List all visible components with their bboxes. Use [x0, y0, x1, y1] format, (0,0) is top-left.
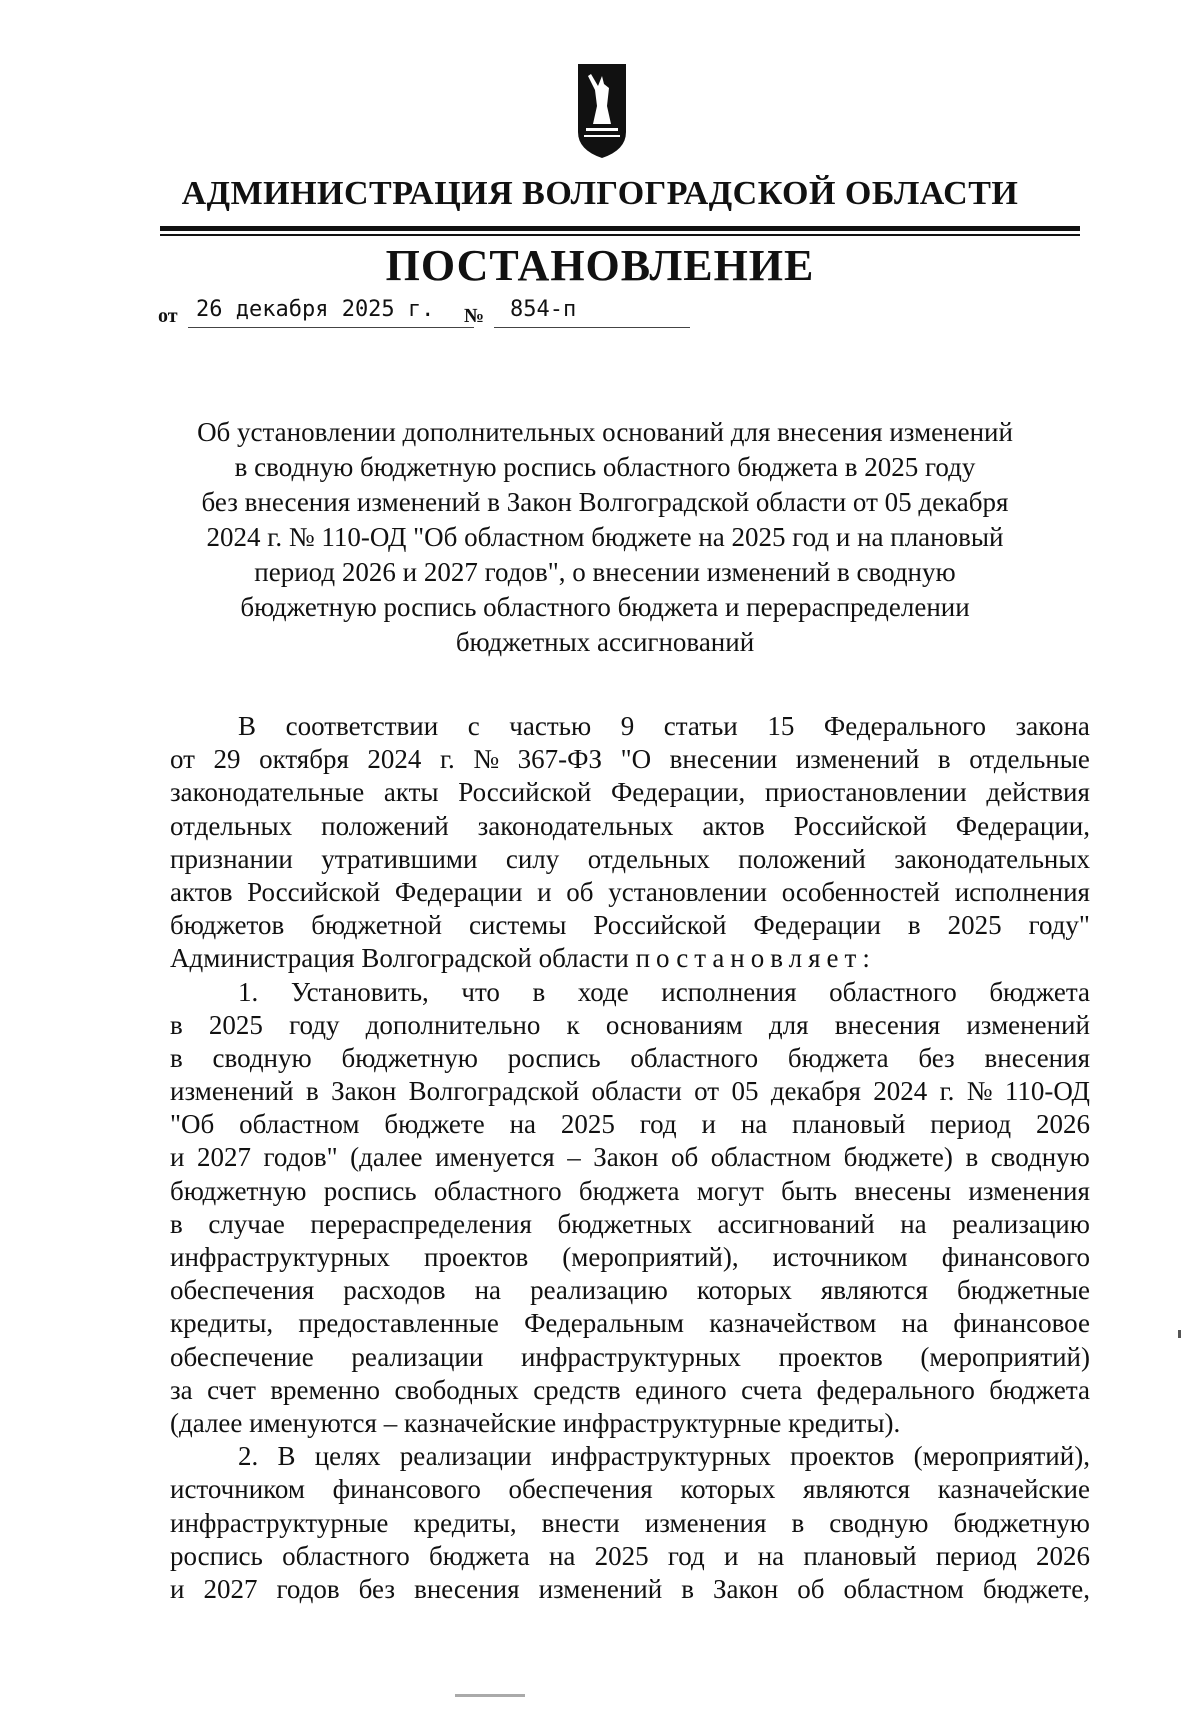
- word: годов": [263, 1142, 338, 1173]
- word: целях: [314, 1441, 381, 1472]
- word: областного: [630, 1042, 759, 1073]
- word: свободных: [394, 1374, 519, 1405]
- word: (далее: [350, 1142, 423, 1173]
- word: в: [170, 1208, 183, 1239]
- word: счета: [741, 1374, 803, 1405]
- word: в: [170, 1042, 183, 1073]
- word: роспись: [323, 1175, 417, 1206]
- word: (мероприятий): [920, 1341, 1090, 1372]
- word: 05: [731, 1076, 759, 1107]
- word: могут: [696, 1175, 764, 1206]
- subject-line: без внесения изменений в Закон Волгоградской области от 05 декабря: [201, 487, 1009, 517]
- word: на: [548, 1540, 576, 1571]
- word: 2027: [203, 1573, 258, 1604]
- word: Установить,: [290, 976, 429, 1007]
- word: Федеральным: [524, 1308, 684, 1339]
- word: бюджетную: [341, 1042, 478, 1073]
- word: на: [474, 1275, 502, 1306]
- word: казначейством: [709, 1308, 877, 1339]
- body-line: [170, 876, 1090, 909]
- word: именуется: [435, 1142, 555, 1173]
- word: 2026: [1035, 1109, 1090, 1140]
- word: областного: [829, 976, 957, 1007]
- word: от: [170, 744, 195, 775]
- word: системы: [468, 910, 567, 941]
- word: 2025: [208, 1009, 263, 1040]
- word: положений: [738, 843, 866, 874]
- preamble-closing: Администрация Волгоградской области: [170, 943, 629, 974]
- word: изменения: [968, 1175, 1090, 1206]
- word: без: [358, 1573, 396, 1604]
- word: сводную: [990, 1142, 1090, 1173]
- word: утратившими: [321, 843, 478, 874]
- scan-speck: [1178, 1330, 1181, 1338]
- body-line: [170, 1573, 1090, 1606]
- body-line: [170, 843, 1090, 876]
- word: ассигнований: [717, 1208, 875, 1239]
- word: Российской: [793, 810, 927, 841]
- word: внести: [541, 1507, 620, 1538]
- word: в: [907, 910, 921, 941]
- word: основаниям: [605, 1009, 743, 1040]
- word: №: [966, 1076, 993, 1107]
- word: году: [289, 1009, 340, 1040]
- word: Российской: [593, 910, 727, 941]
- word: плановый: [792, 1109, 906, 1140]
- word: октября: [259, 744, 349, 775]
- word: на: [509, 1109, 536, 1140]
- body-line: [170, 976, 1090, 1009]
- word: 2024: [367, 744, 422, 775]
- word: бюджетных: [557, 1208, 692, 1239]
- subject-line: 2024 г. № 110-ОД "Об областном бюджете на 2025 год и на плановый: [206, 522, 1004, 552]
- body-line: [170, 743, 1090, 776]
- word: областном: [843, 1573, 964, 1604]
- word: реализацию: [952, 1208, 1090, 1239]
- body-line: [170, 1075, 1090, 1108]
- subject-line: Об установлении дополнительных оснований для внесения изменений: [197, 417, 1013, 447]
- header-divider-thick: [160, 226, 1080, 231]
- body-line: [170, 942, 1090, 975]
- word: временно: [270, 1374, 381, 1405]
- word: в: [937, 744, 951, 775]
- word: законодательных: [477, 810, 674, 841]
- body-line: [170, 1374, 1090, 1407]
- word: 367-ФЗ: [517, 744, 603, 775]
- word: бюджете: [384, 1109, 485, 1140]
- body-line: [170, 1540, 1090, 1573]
- word: без: [918, 1042, 955, 1073]
- word: акты: [383, 777, 439, 808]
- body-line: [170, 909, 1090, 942]
- word: об: [797, 1573, 825, 1604]
- body-line: [170, 1440, 1090, 1473]
- word: актов: [702, 810, 765, 841]
- word: проектов: [790, 1441, 895, 1472]
- word: внесения: [834, 1009, 941, 1040]
- word: особенностей: [781, 876, 940, 907]
- word: №: [473, 744, 500, 775]
- word: инфраструктурные: [170, 1507, 389, 1538]
- organization-title: АДМИНИСТРАЦИЯ ВОЛГОГРАДСКОЙ ОБЛАСТИ: [181, 175, 1019, 212]
- word: счет: [207, 1374, 256, 1405]
- word: роспись: [170, 1540, 263, 1571]
- word: внесения: [984, 1042, 1090, 1073]
- document-number: 854-п: [510, 297, 577, 322]
- word: приостановлении: [764, 777, 967, 808]
- body-line: [170, 1108, 1090, 1141]
- word: Закон: [712, 1573, 779, 1604]
- word: закона: [1015, 711, 1090, 741]
- word: Закон: [331, 1076, 397, 1107]
- word: 15: [767, 711, 795, 741]
- word: 29: [213, 744, 241, 775]
- word: обеспечения: [170, 1275, 315, 1306]
- word: "О: [620, 744, 652, 775]
- word: от: [694, 1076, 720, 1107]
- scan-edge-mark: [455, 1694, 525, 1697]
- body-line: [170, 1274, 1090, 1307]
- word: реализацию: [530, 1275, 668, 1306]
- word: период: [935, 1540, 1017, 1571]
- word: годов: [276, 1573, 340, 1604]
- word: единого: [635, 1374, 727, 1405]
- body-line: [170, 776, 1090, 809]
- word: Федерального: [823, 711, 986, 741]
- body-line: [170, 710, 1090, 743]
- word: к: [566, 1009, 580, 1040]
- word: расходов: [343, 1275, 446, 1306]
- word: обеспечение: [170, 1341, 314, 1372]
- word: областном: [710, 1142, 832, 1173]
- date-underline: [188, 327, 474, 328]
- word: период: [930, 1109, 1012, 1140]
- date-label: от: [158, 305, 178, 327]
- word: проектов: [424, 1242, 529, 1272]
- body-line: [170, 1141, 1090, 1174]
- word: бюджете,: [982, 1573, 1090, 1604]
- word: внесены: [854, 1175, 952, 1206]
- word: исполнения: [954, 876, 1090, 907]
- word: Федерации: [394, 876, 523, 907]
- word: действия: [986, 777, 1090, 808]
- word: являются: [820, 1275, 928, 1306]
- body-line: [170, 1042, 1090, 1075]
- word: областного: [282, 1540, 410, 1571]
- document-date: 26 декабря 2025 г.: [196, 297, 435, 322]
- word: областном: [239, 1109, 360, 1140]
- word: Федерации: [753, 910, 881, 941]
- word: изменения: [644, 1507, 767, 1538]
- word: финансового: [941, 1242, 1090, 1272]
- word: реализации: [351, 1341, 484, 1372]
- body-line: (далее именуются – казначейские инфраструктурные кредиты).: [170, 1407, 901, 1438]
- word: инфраструктурных: [170, 1242, 390, 1272]
- word: год: [639, 1109, 677, 1140]
- word: ходе: [577, 976, 629, 1007]
- word: проектов: [778, 1341, 883, 1372]
- word: Российской: [247, 876, 381, 907]
- word: 2025: [560, 1109, 615, 1140]
- word: средств: [533, 1374, 621, 1405]
- word: бюджета: [989, 976, 1090, 1007]
- word: В: [277, 1441, 296, 1472]
- word: отдельных: [587, 843, 710, 874]
- word: Федерации,: [610, 777, 746, 808]
- word: и: [170, 1142, 185, 1173]
- word: бюджетной: [311, 910, 442, 941]
- word: актов: [170, 876, 233, 907]
- word: что: [461, 976, 500, 1007]
- word: 1.: [238, 976, 259, 1007]
- word: Федерации,: [955, 810, 1090, 841]
- word: Волгоградской: [408, 1076, 580, 1107]
- word: Российской: [458, 777, 592, 808]
- word: 2027: [196, 1142, 251, 1173]
- word: и: [724, 1540, 739, 1571]
- number-label: №: [464, 305, 485, 327]
- word: в: [791, 1507, 805, 1538]
- document-type-title: ПОСТАНОВЛЕНИЕ: [385, 241, 815, 290]
- word: –: [567, 1142, 581, 1173]
- word: бюджетные: [957, 1275, 1090, 1306]
- word: (мероприятий),: [913, 1441, 1090, 1472]
- word: в: [170, 1009, 183, 1040]
- document-subject: [180, 415, 1030, 660]
- word: плановый: [803, 1540, 917, 1571]
- word: источником: [772, 1242, 908, 1272]
- body-line: [170, 1307, 1090, 1340]
- word: в: [305, 1076, 319, 1107]
- word: финансовое: [953, 1308, 1090, 1339]
- word: изменений: [966, 1009, 1090, 1040]
- word: 2024: [873, 1076, 928, 1107]
- body-line: [170, 1208, 1090, 1241]
- word: казначейские: [937, 1474, 1090, 1505]
- word: изменений: [538, 1573, 663, 1604]
- word: кредиты,: [413, 1507, 517, 1538]
- word: положений: [321, 810, 449, 841]
- word: бюджета: [787, 1042, 889, 1073]
- word: в: [681, 1573, 694, 1604]
- word: быть: [781, 1175, 838, 1206]
- number-underline: [494, 327, 690, 328]
- word: и: [701, 1109, 716, 1140]
- subject-line: бюджетную роспись областного бюджета и перераспределении: [240, 592, 970, 622]
- word: законодательных: [894, 843, 1090, 874]
- word: бюджетную: [170, 1175, 307, 1206]
- word: исполнения: [661, 976, 797, 1007]
- document-body: [170, 710, 1090, 1606]
- word: реализации: [399, 1441, 532, 1472]
- word: об: [670, 1142, 699, 1173]
- word: соответствии: [285, 711, 439, 741]
- word: бюджета: [989, 1374, 1090, 1405]
- word: в: [965, 1142, 979, 1173]
- word: в: [532, 976, 546, 1007]
- word: федерального: [816, 1374, 975, 1405]
- word: кредиты,: [170, 1308, 274, 1339]
- subject-line: бюджетных ассигнований: [455, 627, 755, 657]
- word: инфраструктурных: [520, 1341, 741, 1372]
- word: бюджете): [843, 1142, 953, 1173]
- word: роспись: [507, 1042, 601, 1073]
- word: 110-ОД: [1004, 1076, 1090, 1107]
- word: сводную: [212, 1042, 312, 1073]
- word: внесении: [669, 744, 778, 775]
- word: перераспределения: [310, 1208, 532, 1239]
- word: статьи: [663, 711, 738, 741]
- word: бюджетов: [170, 910, 285, 941]
- word: законодательные: [170, 777, 365, 808]
- word: областного: [433, 1175, 562, 1206]
- word: с: [467, 711, 480, 741]
- word: об: [566, 876, 594, 907]
- subject-line: в сводную бюджетную роспись областного бюджета в 2025 году: [234, 452, 976, 482]
- body-line: [170, 1175, 1090, 1208]
- body-line: [170, 810, 1090, 843]
- body-line: [170, 1341, 1090, 1374]
- word: дополнительно: [365, 1009, 541, 1040]
- word: на: [757, 1540, 785, 1571]
- subject-line: период 2026 и 2027 годов", о внесении изменений в сводную: [254, 557, 956, 587]
- word: В: [238, 711, 257, 741]
- word: частью: [509, 711, 592, 741]
- word: 9: [620, 711, 635, 741]
- word: установлении: [608, 876, 767, 907]
- word: предоставленные: [298, 1308, 499, 1339]
- word: декабря: [770, 1076, 861, 1107]
- word: обеспечения: [508, 1474, 653, 1505]
- word: внесения: [414, 1573, 520, 1604]
- word: сводную: [829, 1507, 929, 1538]
- word: для: [768, 1009, 809, 1040]
- document-meta-line: [158, 297, 758, 331]
- word: и: [170, 1573, 185, 1604]
- body-line: [170, 1507, 1090, 1540]
- word: году": [1028, 910, 1090, 941]
- word: Закон: [593, 1142, 659, 1173]
- decree-word: постановляет:: [635, 943, 876, 974]
- word: г.: [439, 744, 455, 775]
- word: 2025: [947, 910, 1002, 941]
- word: за: [170, 1374, 193, 1405]
- word: 2026: [1035, 1540, 1090, 1571]
- word: "Об: [170, 1109, 215, 1140]
- word: на: [900, 1208, 927, 1239]
- word: и: [537, 876, 552, 907]
- word: финансового: [332, 1474, 481, 1505]
- word: отдельные: [969, 744, 1090, 775]
- word: которых: [696, 1275, 792, 1306]
- word: случае: [208, 1208, 285, 1239]
- word: 2025: [594, 1540, 649, 1571]
- word: г.: [939, 1076, 955, 1107]
- word: на: [740, 1109, 768, 1140]
- word: силу: [505, 843, 560, 874]
- body-line: [170, 1473, 1090, 1506]
- word: признании: [170, 843, 293, 874]
- body-line: [170, 1241, 1090, 1274]
- coat-of-arms-icon: [576, 62, 628, 160]
- word: 2.: [238, 1441, 259, 1472]
- word: год: [667, 1540, 705, 1571]
- body-line: [170, 1009, 1090, 1042]
- word: на: [901, 1308, 929, 1339]
- word: отдельных: [170, 810, 293, 841]
- word: бюджета: [578, 1175, 680, 1206]
- word: инфраструктурных: [551, 1441, 771, 1472]
- word: области: [591, 1076, 682, 1107]
- word: бюджетную: [953, 1507, 1090, 1538]
- word: источником: [170, 1474, 305, 1505]
- word: бюджета: [429, 1540, 530, 1571]
- header-divider-thin: [160, 234, 1080, 236]
- word: изменений: [795, 744, 920, 775]
- word: которых: [680, 1474, 776, 1505]
- word: (мероприятий),: [562, 1242, 739, 1272]
- word: являются: [802, 1474, 911, 1505]
- word: изменений: [170, 1076, 294, 1107]
